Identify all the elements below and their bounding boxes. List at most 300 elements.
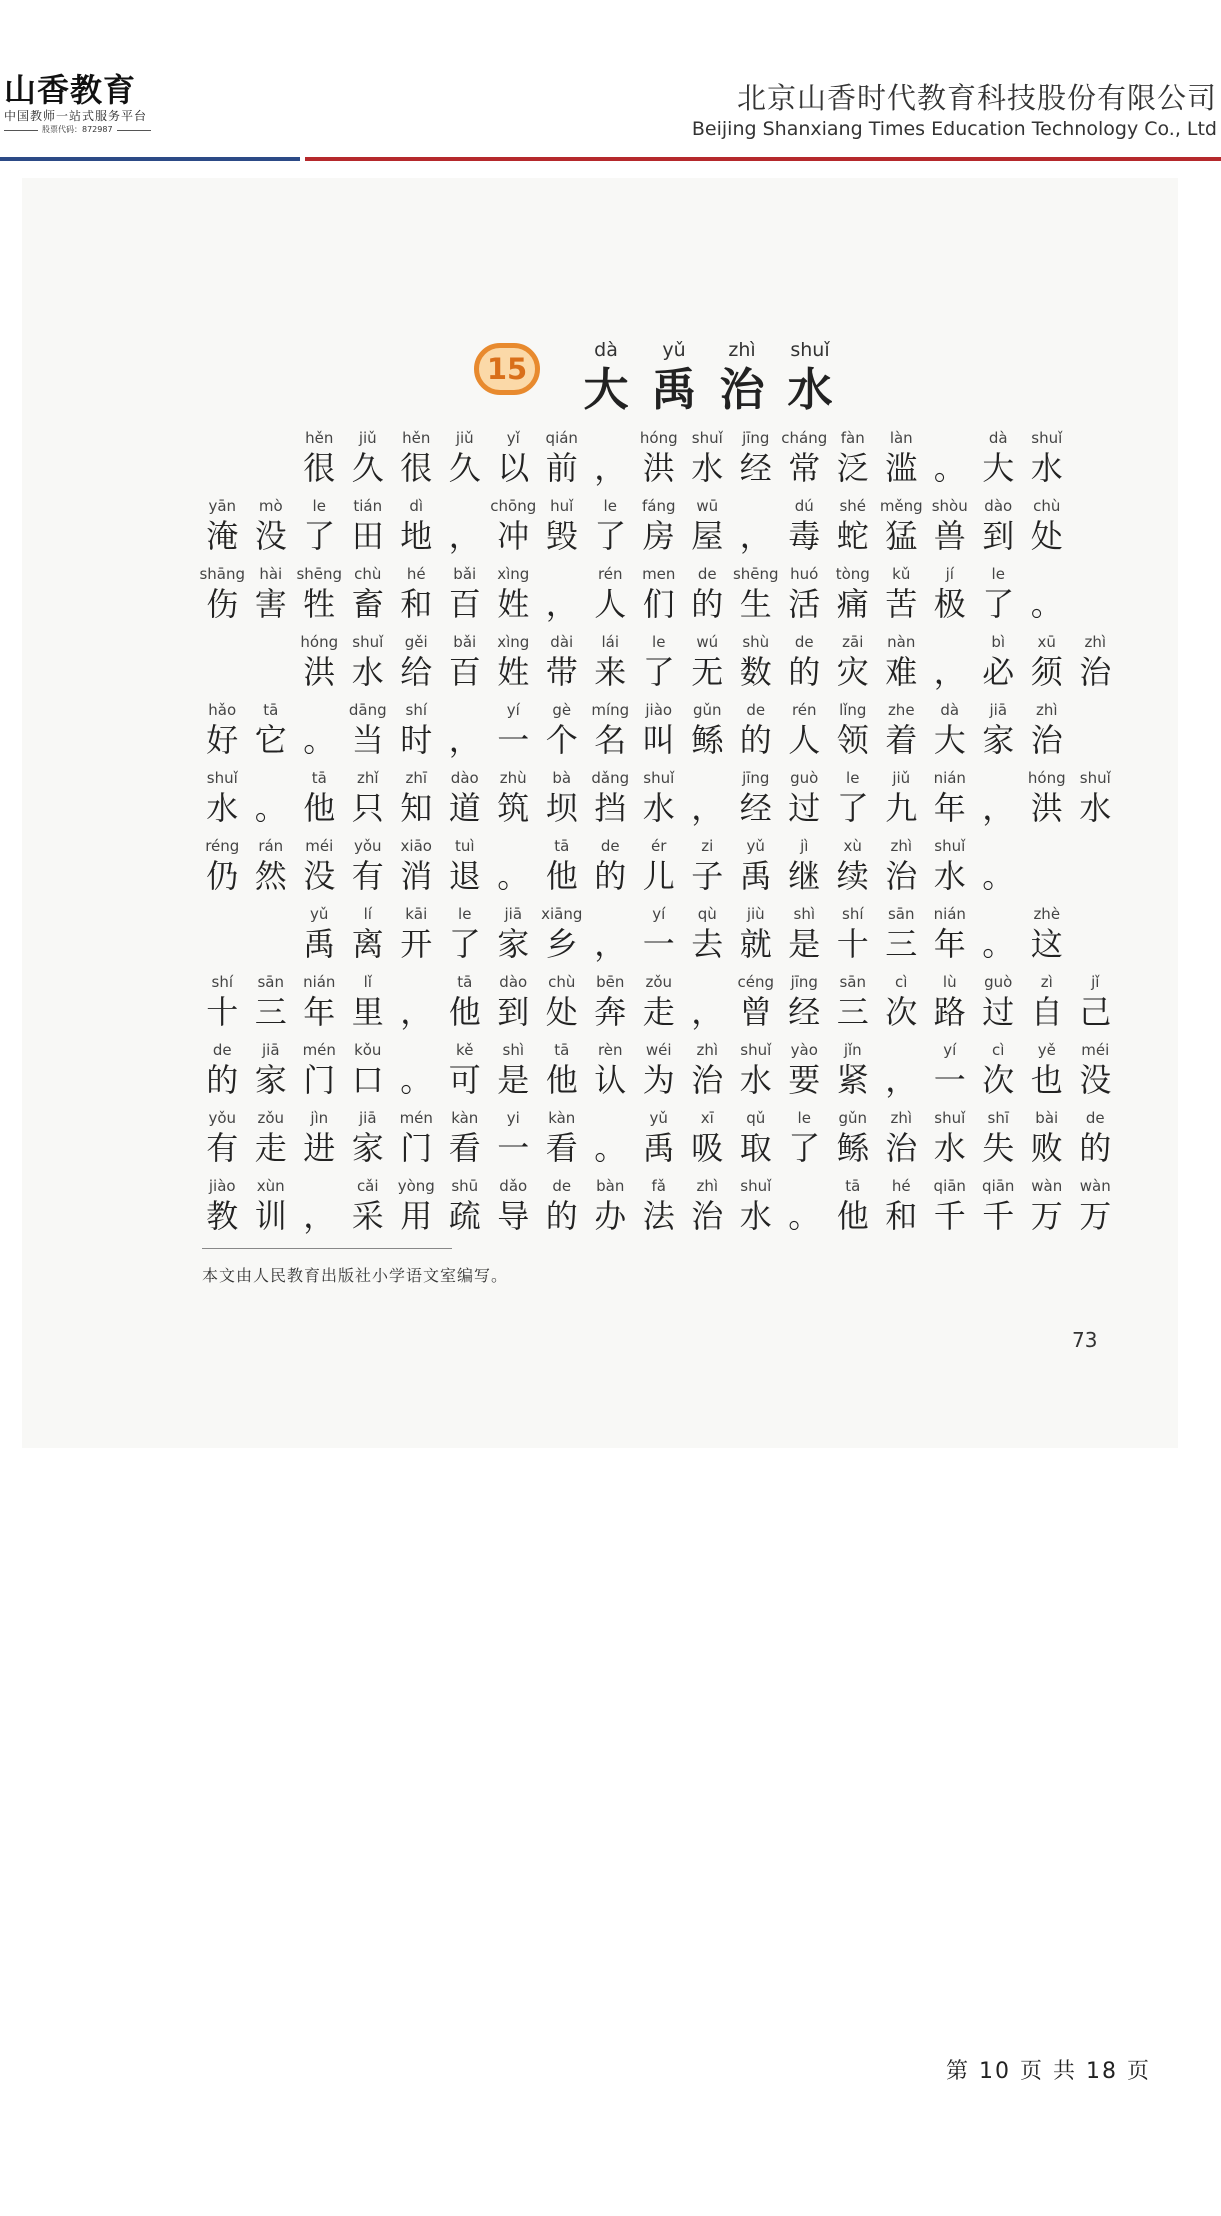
pinyin: tián [353,497,383,515]
header-rule-blue [0,157,300,161]
pinyin [974,768,1023,788]
hanzi: 的 [1079,1129,1112,1167]
char-cell [732,836,781,904]
text-line [198,904,1138,972]
pinyin [392,972,441,992]
char-cell [295,768,344,836]
pinyin: yǐ [506,429,520,447]
hanzi: 很 [303,449,336,487]
pinyin: shuǐ [934,1109,966,1127]
char-cell [198,1040,247,1108]
char-cell [247,836,296,904]
pinyin: yān [208,497,237,515]
hanzi: 冲 [497,517,530,555]
company-name-cn: 北京山香时代教育科技股份有限公司 [736,81,1217,115]
hanzi: ， [982,789,1015,827]
char-cell [732,564,781,632]
char-cell [441,496,490,564]
pinyin: jiā [989,701,1008,719]
hanzi: 毒 [788,517,821,555]
hanzi: 禹 [303,925,336,963]
pinyin: cì [895,973,908,991]
pinyin: zǒu [257,1109,285,1127]
pinyin [877,1040,926,1060]
pinyin: fǎ [651,1177,666,1195]
pinyin: xù [843,837,862,855]
hanzi: 治 [1079,653,1112,691]
pinyin: cǎi [356,1177,379,1195]
hanzi: 门 [400,1129,433,1167]
hanzi: 万 [1030,1197,1063,1235]
title-char [572,340,640,416]
hanzi: 曾 [739,993,772,1031]
pinyin [926,428,975,448]
char-cell [1023,496,1072,564]
pinyin [974,836,1023,856]
hanzi: 姓 [497,585,530,623]
hanzi: 姓 [497,653,530,691]
pinyin: yí [652,905,666,923]
pinyin: cháng [781,429,828,447]
pinyin: jiǔ [358,429,377,447]
char-cell [926,428,975,496]
hanzi: 法 [642,1197,675,1235]
hanzi: 离 [351,925,384,963]
hanzi: 叫 [642,721,675,759]
pinyin: men [642,565,676,583]
pinyin: shí [211,973,233,991]
hanzi: 他 [303,789,336,827]
hanzi: 水 [787,363,833,416]
hanzi: 痛 [836,585,869,623]
pinyin: le [846,769,860,787]
char-cell [344,836,393,904]
char-cell [974,1040,1023,1108]
hanzi: 万 [1079,1197,1112,1235]
hanzi: ， [594,449,627,487]
pinyin: cì [992,1041,1005,1059]
hanzi: 一 [642,925,675,963]
char-cell [635,972,684,1040]
hanzi: 百 [448,653,481,691]
pinyin: wéi [645,1041,672,1059]
hanzi: 治 [719,363,765,416]
char-cell [877,428,926,496]
hanzi: 的 [739,721,772,759]
hanzi: 有 [351,857,384,895]
pinyin: yí [943,1041,957,1059]
char-cell [829,768,878,836]
pinyin: wàn [1031,1177,1063,1195]
pinyin: ér [651,837,667,855]
hanzi: ， [303,1197,336,1235]
char-cell [829,1176,878,1244]
hanzi: 洪 [303,653,336,691]
char-cell [829,972,878,1040]
char-cell [441,904,490,972]
char-cell [635,496,684,564]
pinyin: dào [984,497,1013,515]
char-cell [1023,768,1072,836]
hanzi: 水 [1079,789,1112,827]
pinyin: wú [696,633,719,651]
hanzi: 鲧 [836,1129,869,1167]
pinyin: zhù [499,769,527,787]
char-cell [586,632,635,700]
pinyin: méi [305,837,334,855]
hanzi: 到 [982,517,1015,555]
pinyin: kàn [548,1109,576,1127]
char-cell [295,972,344,1040]
pinyin: dà [988,429,1008,447]
char-cell [198,768,247,836]
char-cell [1023,1108,1072,1176]
hanzi: 到 [497,993,530,1031]
hanzi: 治 [885,857,918,895]
char-cell [926,496,975,564]
pinyin: yǒu [208,1109,237,1127]
char-cell [344,1040,393,1108]
pinyin: kǒu [354,1041,382,1059]
pinyin: de [212,1041,232,1059]
hanzi: 无 [691,653,724,691]
char-cell [295,700,344,768]
char-cell [489,564,538,632]
pinyin: huǐ [550,497,574,515]
pinyin: shī [987,1109,1009,1127]
char-cell [1023,1176,1072,1244]
hanzi: 活 [788,585,821,623]
hanzi: 畜 [351,585,384,623]
char-cell [392,1108,441,1176]
hanzi: 水 [351,653,384,691]
pinyin [247,768,296,788]
pinyin: le [652,633,666,651]
hanzi: 乡 [545,925,578,963]
char-cell [683,972,732,1040]
pinyin: le [458,905,472,923]
pinyin: tòng [835,565,870,583]
char-cell [344,972,393,1040]
char-cell [247,700,296,768]
char-cell [198,700,247,768]
hanzi: 田 [351,517,384,555]
pinyin: le [797,1109,811,1127]
hanzi: 三 [836,993,869,1031]
hanzi: 知 [400,789,433,827]
text-line [198,768,1138,836]
hanzi: 个 [545,721,578,759]
hanzi: 继 [788,857,821,895]
hanzi: 泛 [836,449,869,487]
stock-code [4,124,184,136]
char-cell [1023,564,1072,632]
hanzi: 大 [583,363,629,416]
char-cell [732,700,781,768]
char-cell [441,972,490,1040]
pinyin: bēn [596,973,625,991]
hanzi: 了 [594,517,627,555]
pinyin: dà [940,701,960,719]
pinyin: dào [499,973,528,991]
char-cell [198,836,247,904]
hanzi: 这 [1030,925,1063,963]
char-cell [538,972,587,1040]
char-cell [586,496,635,564]
pinyin: zhì [696,1041,719,1059]
char-cell [489,632,538,700]
hanzi: 己 [1079,993,1112,1031]
hanzi: 滥 [885,449,918,487]
hanzi: 禹 [642,1129,675,1167]
pinyin: jiā [504,905,523,923]
pinyin: kě [456,1041,474,1059]
hanzi: 带 [545,653,578,691]
char-cell [635,1040,684,1108]
hanzi: 十 [206,993,239,1031]
text-line [198,700,1138,768]
char-cell [829,1108,878,1176]
char-cell [586,564,635,632]
pinyin [683,768,732,788]
pinyin: yǔ [310,905,329,923]
hanzi: 时 [400,721,433,759]
hanzi: 子 [691,857,724,895]
pinyin: yě [1037,1041,1056,1059]
hanzi: 。 [497,857,530,895]
pinyin: chōng [490,497,537,515]
char-cell [780,496,829,564]
char-cell [732,428,781,496]
char-cell [683,768,732,836]
hanzi: 有 [206,1129,239,1167]
char-cell [392,768,441,836]
hanzi: 开 [400,925,433,963]
pinyin [586,904,635,924]
hanzi: 房 [642,517,675,555]
hanzi: 治 [691,1061,724,1099]
char-cell [295,496,344,564]
char-cell [1023,1040,1072,1108]
char-cell [974,836,1023,904]
char-cell [732,632,781,700]
char-cell [926,632,975,700]
text-line [198,1040,1138,1108]
char-cell [392,972,441,1040]
hanzi: 筑 [497,789,530,827]
pinyin: xùn [256,1177,285,1195]
char-cell [877,700,926,768]
char-cell [683,496,732,564]
hanzi: 家 [254,1061,287,1099]
char-cell [586,1108,635,1176]
hanzi: 道 [448,789,481,827]
char-cell [392,700,441,768]
char-cell [780,632,829,700]
stock-code-text: 股票代码：872987 [42,125,113,134]
pinyin: gǔn [838,1109,868,1127]
hanzi: 水 [691,449,724,487]
hanzi: 水 [933,1129,966,1167]
char-cell [829,700,878,768]
pinyin: shòu [931,497,968,515]
pinyin: qù [697,905,717,923]
hanzi: 年 [933,925,966,963]
pinyin: mén [302,1041,336,1059]
hanzi: 仍 [206,857,239,895]
pinyin: de [746,701,766,719]
char-cell [974,972,1023,1040]
pinyin [441,700,490,720]
char-cell [683,700,732,768]
document-header [0,0,1221,168]
hanzi: 水 [933,857,966,895]
pinyin: gěi [404,633,428,651]
hanzi: 很 [400,449,433,487]
pinyin: làn [889,429,913,447]
hanzi: 走 [254,1129,287,1167]
char-cell [441,700,490,768]
pinyin: qiān [933,1177,966,1195]
hanzi: 了 [788,1129,821,1167]
hanzi: ， [885,1061,918,1099]
char-cell [198,1108,247,1176]
text-line [198,564,1138,632]
hanzi: 疏 [448,1197,481,1235]
hanzi: 然 [254,857,287,895]
char-cell [974,768,1023,836]
hanzi: ， [739,517,772,555]
hanzi: 经 [788,993,821,1031]
char-cell [489,700,538,768]
hanzi: 它 [254,721,287,759]
pinyin: yí [506,701,520,719]
hanzi: 他 [836,1197,869,1235]
hanzi: 水 [206,789,239,827]
char-cell [247,496,296,564]
hanzi: 。 [788,1197,821,1235]
textbook-page-scan [22,178,1178,1448]
char-cell [732,1176,781,1244]
hanzi: 挡 [594,789,627,827]
char-cell [926,972,975,1040]
char-cell [489,836,538,904]
char-cell [198,496,247,564]
char-cell [635,1108,684,1176]
char-cell [392,1176,441,1244]
hanzi: 次 [885,993,918,1031]
hanzi: 难 [885,653,918,691]
pinyin: bà [552,769,572,787]
pinyin: sān [839,973,866,991]
char-cell [489,496,538,564]
pinyin [974,904,1023,924]
hanzi: 没 [254,517,287,555]
hanzi: 家 [497,925,530,963]
pinyin: jiào [208,1177,236,1195]
pinyin: shuǐ [740,1177,772,1195]
char-cell [635,904,684,972]
hanzi: 没 [303,857,336,895]
char-cell [635,836,684,904]
char-cell [635,564,684,632]
hanzi: 须 [1030,653,1063,691]
hanzi: 吸 [691,1129,724,1167]
char-cell [732,768,781,836]
hanzi: 认 [594,1061,627,1099]
text-line [198,972,1138,1040]
hanzi: 失 [982,1129,1015,1167]
hanzi: 当 [351,721,384,759]
pinyin: tā [554,837,570,855]
char-cell [489,1040,538,1108]
hanzi: 教 [206,1197,239,1235]
pinyin: le [312,497,326,515]
char-cell [392,836,441,904]
hanzi: 给 [400,653,433,691]
hanzi: 家 [351,1129,384,1167]
text-line [198,496,1138,564]
hanzi: 。 [933,449,966,487]
book-page-number: 73 [1072,1328,1098,1352]
pinyin: jīng [742,429,770,447]
pinyin: shuǐ [1031,429,1063,447]
hanzi: 了 [303,517,336,555]
char-cell [295,904,344,972]
pinyin: rèn [597,1041,623,1059]
pinyin: hóng [1027,769,1066,787]
pinyin: hé [891,1177,911,1195]
char-cell [586,1040,635,1108]
hanzi: 水 [1030,449,1063,487]
hanzi: 和 [885,1197,918,1235]
pinyin [392,1040,441,1060]
pinyin: dāng [348,701,387,719]
hanzi: 生 [739,585,772,623]
hanzi: 败 [1030,1129,1063,1167]
hanzi: 三 [254,993,287,1031]
char-cell [247,1176,296,1244]
pinyin: zì [1040,973,1053,991]
pinyin: shù [742,633,770,651]
char-cell [441,836,490,904]
pinyin: gè [552,701,572,719]
char-cell [441,1040,490,1108]
hanzi: 次 [982,1061,1015,1099]
pinyin: xìng [497,565,530,583]
pinyin: jīng [790,973,818,991]
hanzi: 他 [545,857,578,895]
hanzi: 常 [788,449,821,487]
char-cell [829,1040,878,1108]
char-cell [489,972,538,1040]
pinyin: tuì [454,837,475,855]
char-cell [344,632,393,700]
char-cell [974,496,1023,564]
hanzi: 久 [351,449,384,487]
hanzi: 千 [933,1197,966,1235]
char-cell [926,836,975,904]
pinyin: yòng [397,1177,435,1195]
text-line [198,428,1138,496]
char-cell [247,564,296,632]
pinyin: shū [451,1177,479,1195]
hanzi: 和 [400,585,433,623]
hanzi: 了 [836,789,869,827]
pinyin: xiāng [541,905,583,923]
pinyin: rén [597,565,623,583]
char-cell [829,564,878,632]
